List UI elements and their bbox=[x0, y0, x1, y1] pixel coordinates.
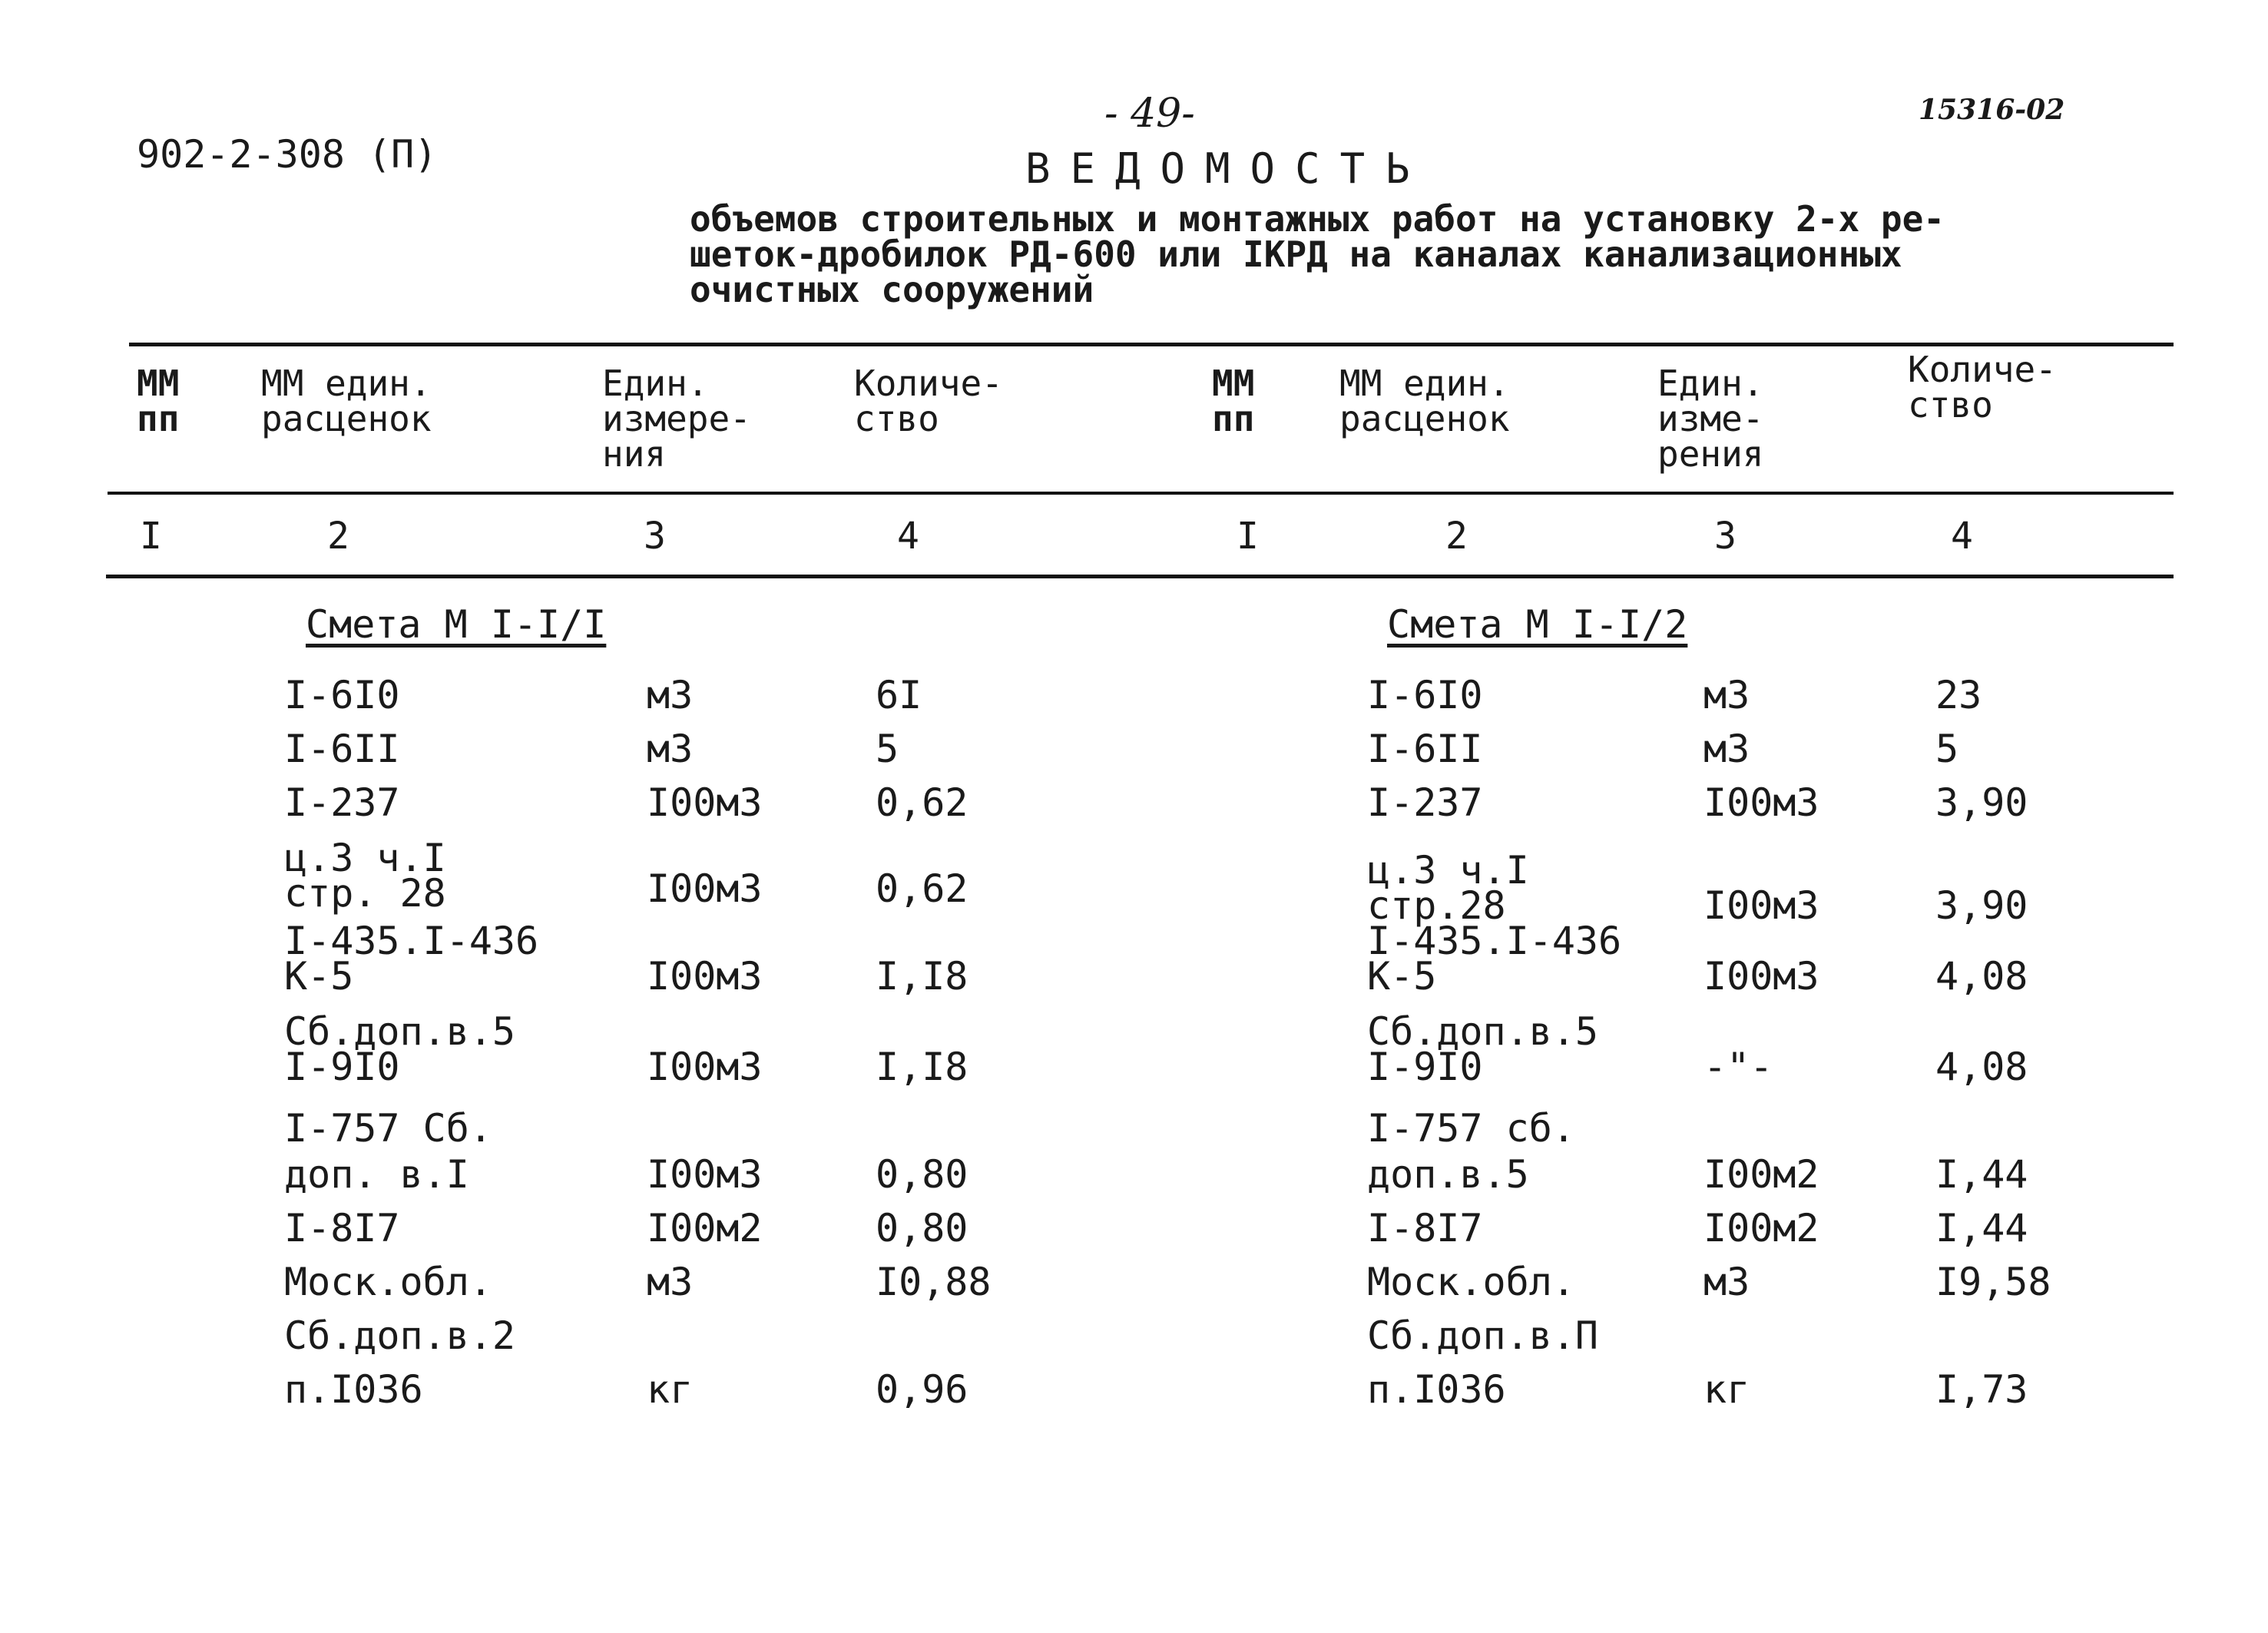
left-unit: I00м3 bbox=[647, 954, 763, 999]
right-header-num: ММ пп bbox=[1212, 363, 1255, 439]
right-unit: м3 bbox=[1703, 727, 1750, 771]
left-header-unit: Един. измере- ния bbox=[602, 363, 751, 475]
column-number: I bbox=[140, 515, 162, 558]
reference-code: 15316-02 bbox=[1919, 94, 2065, 126]
right-code: Сб.доп.в.П bbox=[1367, 1313, 1599, 1358]
right-qty: 23 bbox=[1935, 673, 1982, 717]
right-code: п.I036 bbox=[1367, 1367, 1506, 1412]
right-qty: 4,08 bbox=[1935, 954, 2028, 999]
right-code: доп.в.5 bbox=[1367, 1152, 1529, 1197]
left-qty: 0,80 bbox=[876, 1152, 968, 1197]
column-number: I bbox=[1237, 515, 1259, 558]
left-code: доп. в.I bbox=[284, 1152, 469, 1197]
left-unit: кг bbox=[647, 1367, 694, 1412]
left-qty: 0,96 bbox=[876, 1367, 968, 1412]
left-qty: I,I8 bbox=[876, 1045, 968, 1089]
column-number: 3 bbox=[644, 515, 666, 558]
left-code: I-435.I-436 К-5 bbox=[284, 919, 539, 999]
header-bottom-rule bbox=[108, 492, 2174, 495]
left-header-code: ММ един. расценок bbox=[261, 363, 432, 439]
left-code: I-237 bbox=[284, 780, 400, 825]
right-unit: I00м3 bbox=[1703, 954, 1819, 999]
right-qty: 4,08 bbox=[1935, 1045, 2028, 1089]
right-unit: м3 bbox=[1703, 1260, 1750, 1304]
left-qty: 6I bbox=[876, 673, 922, 717]
left-unit: м3 bbox=[647, 673, 694, 717]
right-code: I-8I7 bbox=[1367, 1206, 1483, 1250]
page-subtitle bbox=[690, 198, 1945, 310]
left-qty: 0,62 bbox=[876, 780, 968, 825]
right-qty: I,44 bbox=[1935, 1206, 2028, 1250]
column-number: 3 bbox=[1714, 515, 1737, 558]
left-qty: 0,80 bbox=[876, 1206, 968, 1250]
right-qty: I9,58 bbox=[1935, 1260, 2051, 1304]
left-code: Сб.доп.в.2 bbox=[284, 1313, 516, 1358]
right-unit: м3 bbox=[1703, 673, 1750, 717]
right-unit: I00м2 bbox=[1703, 1206, 1819, 1250]
right-qty: I,44 bbox=[1935, 1152, 2028, 1197]
right-estimate-title: Смета М I-I/2 bbox=[1387, 602, 1688, 647]
right-qty: 3,90 bbox=[1935, 780, 2028, 825]
table-top-rule bbox=[129, 343, 2174, 346]
left-unit: м3 bbox=[647, 1260, 694, 1304]
column-number: 2 bbox=[327, 515, 349, 558]
left-code: п.I036 bbox=[284, 1367, 423, 1412]
right-code: I-6II bbox=[1367, 727, 1483, 771]
subtitle-line: объемов строительных и монтажных работ на установку 2-х ре- bbox=[690, 198, 1945, 240]
left-header-num: ММ пп bbox=[137, 363, 180, 439]
left-unit: I00м3 bbox=[647, 866, 763, 911]
left-qty: I0,88 bbox=[876, 1260, 992, 1304]
subtitle-line: шеток-дробилок РД-600 или IКРД на каналах канализационных bbox=[690, 234, 1902, 275]
right-unit: I00м3 bbox=[1703, 780, 1819, 825]
column-number: 4 bbox=[1951, 515, 1973, 558]
right-unit: кг bbox=[1703, 1367, 1750, 1412]
left-code: I-8I7 bbox=[284, 1206, 400, 1250]
right-header-unit: Един. изме- рения bbox=[1657, 363, 1764, 475]
left-code: I-6II bbox=[284, 727, 400, 771]
left-unit: I00м3 bbox=[647, 1045, 763, 1089]
subtitle-line: очистных сооружений bbox=[690, 269, 1094, 310]
column-number: 2 bbox=[1445, 515, 1468, 558]
left-estimate-title: Смета М I-I/I bbox=[306, 602, 607, 647]
left-unit: I00м3 bbox=[647, 780, 763, 825]
right-code: Моск.обл. bbox=[1367, 1260, 1575, 1304]
left-qty: 0,62 bbox=[876, 866, 968, 911]
right-qty: 5 bbox=[1935, 727, 1959, 771]
right-code: I-757 сб. bbox=[1367, 1106, 1575, 1151]
left-qty: 5 bbox=[876, 727, 899, 771]
right-code: Сб.доп.в.5 I-9I0 bbox=[1367, 1009, 1599, 1089]
right-unit: -"- bbox=[1703, 1045, 1773, 1089]
left-unit: I00м2 bbox=[647, 1206, 763, 1250]
right-header-qty: Количе- ство bbox=[1908, 349, 2057, 426]
page-number: - 49- bbox=[1104, 91, 1195, 137]
right-qty: 3,90 bbox=[1935, 883, 2028, 928]
left-code: I-757 Сб. bbox=[284, 1106, 492, 1151]
left-unit: м3 bbox=[647, 727, 694, 771]
left-code: I-6I0 bbox=[284, 673, 400, 717]
left-qty: I,I8 bbox=[876, 954, 968, 999]
left-unit: I00м3 bbox=[647, 1152, 763, 1197]
right-unit: I00м3 bbox=[1703, 883, 1819, 928]
document-code: 902-2-308 (П) bbox=[137, 132, 438, 177]
right-qty: I,73 bbox=[1935, 1367, 2028, 1412]
left-header-qty: Количе- ство bbox=[854, 363, 1003, 439]
page-title: ВЕДОМОСТЬ bbox=[1025, 144, 1430, 193]
right-code: I-6I0 bbox=[1367, 673, 1483, 717]
right-code: ц.3 ч.I стр.28 bbox=[1367, 848, 1529, 928]
left-code: ц.3 ч.I стр. 28 bbox=[284, 836, 446, 916]
right-code: I-237 bbox=[1367, 780, 1483, 825]
right-code: I-435.I-436 К-5 bbox=[1367, 919, 1622, 999]
left-code: Моск.обл. bbox=[284, 1260, 492, 1304]
left-code: Сб.доп.в.5 I-9I0 bbox=[284, 1009, 516, 1089]
column-number: 4 bbox=[897, 515, 919, 558]
column-numbers-rule bbox=[106, 575, 2174, 578]
right-header-code: ММ един. расценок bbox=[1339, 363, 1510, 439]
right-unit: I00м2 bbox=[1703, 1152, 1819, 1197]
